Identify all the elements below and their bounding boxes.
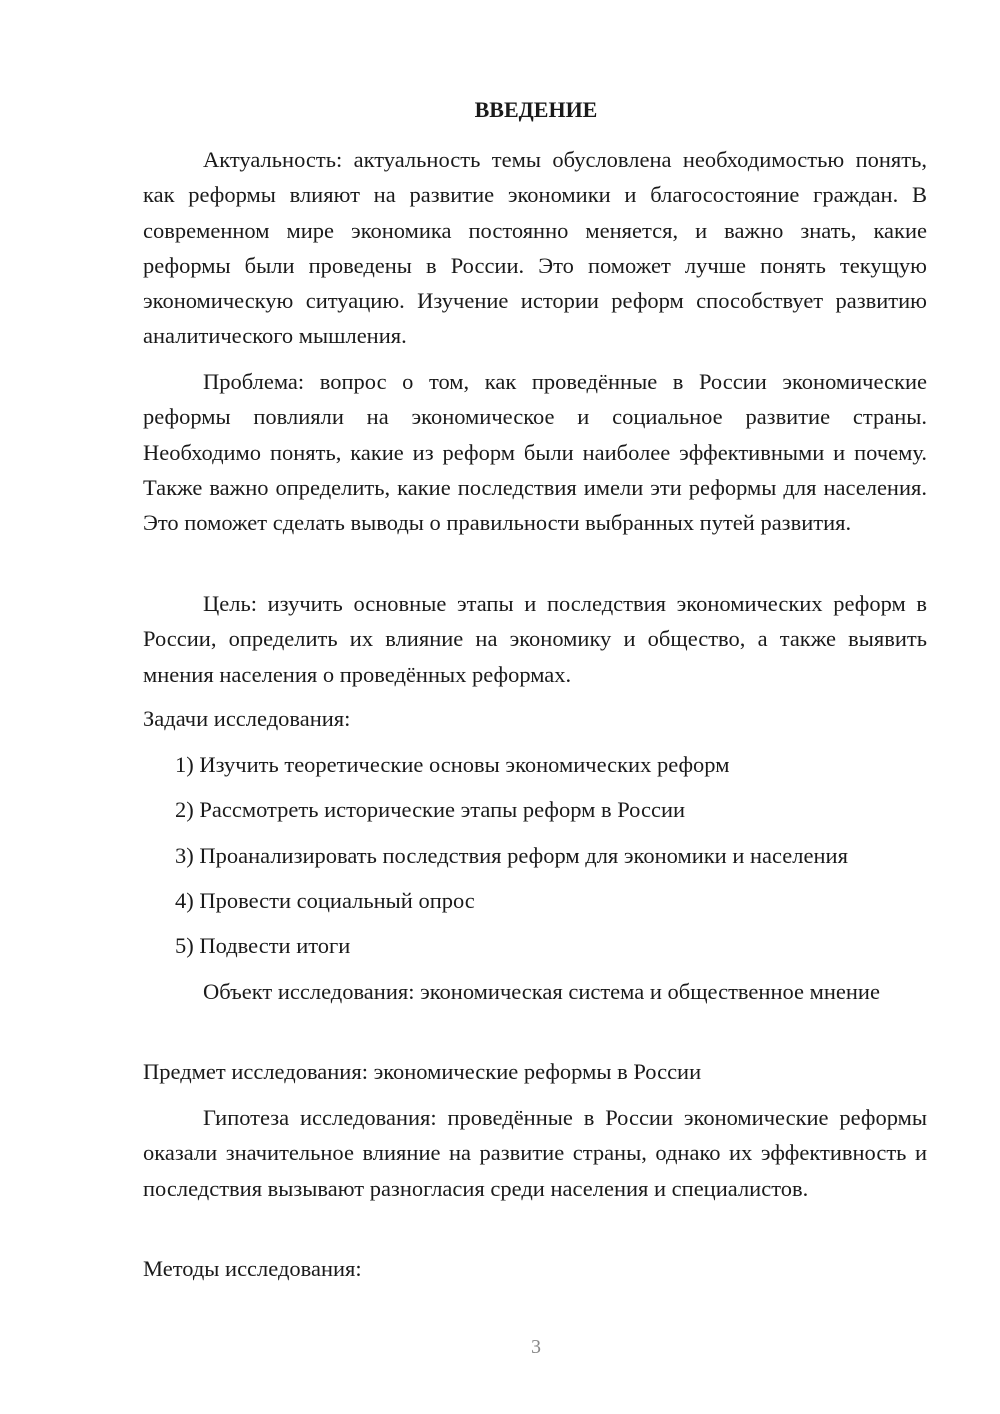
problem-paragraph: Проблема: вопрос о том, как проведённые в России экономические реформы повлияли на экономическое и социальное развитие страны. Необходимо понять, какие из реформ были наиболее эффективными и почему. Также важно определить, какие последствия имели эти реформы для населения. Это поможет сделать выводы о правильности выбранных путей развития. <box>143 369 927 536</box>
goal-paragraph: Цель: изучить основные этапы и последствия экономических реформ в России, определить их влияние на экономику и общество, а также выявить мнения населения о проведённых реформах. <box>143 591 927 687</box>
task-item-1: 1) Изучить теоретические основы экономических реформ <box>175 752 730 777</box>
page-title: ВВЕДЕНИЕ <box>474 97 598 122</box>
task-item-5: 5) Подвести итоги <box>175 933 351 958</box>
subject-paragraph: Предмет исследования: экономические реформы в России <box>143 1059 702 1084</box>
task-item-3: 3) Проанализировать последствия реформ для экономики и населения <box>175 843 848 868</box>
task-item-2: 2) Рассмотреть исторические этапы реформ в России <box>175 797 686 822</box>
relevance-paragraph: Актуальность: актуальность темы обусловлена необходимостью понять, как реформы влияют на развитие экономики и благосостояние граждан. В современном мире экономика постоянно меняется, и важно знать, какие реформы были проведены в России. Это поможет лучше понять текущую экономическую ситуацию. Изучение истории реформ способствует развитию аналитического мышления. <box>143 147 927 349</box>
object-paragraph: Объект исследования: экономическая система и общественное мнение <box>203 979 880 1004</box>
hypothesis-paragraph: Гипотеза исследования: проведённые в России экономические реформы оказали значительное влияние на развитие страны, однако их эффективность и последствия вызывают разногласия среди населения и специалистов. <box>143 1105 927 1201</box>
task-item-4: 4) Провести социальный опрос <box>175 888 475 913</box>
methods-heading: Методы исследования: <box>143 1256 362 1281</box>
tasks-heading: Задачи исследования: <box>143 706 351 731</box>
page-number: 3 <box>531 1336 541 1358</box>
